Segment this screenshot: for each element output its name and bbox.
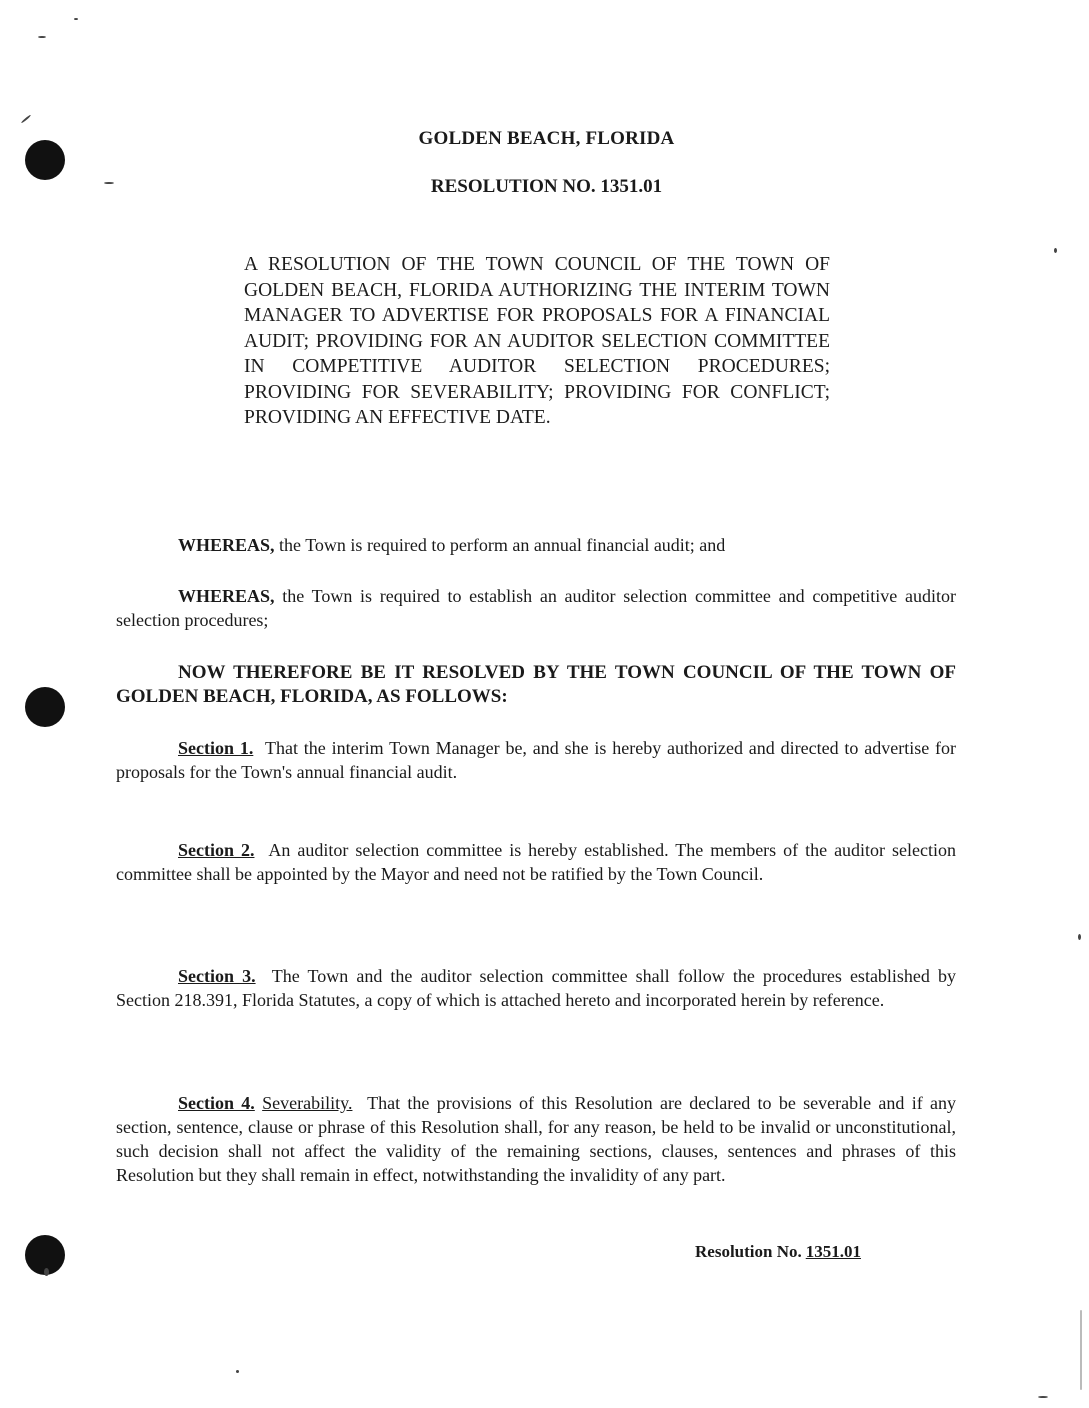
section-heading: Section 3. [178,966,256,986]
section-1 [116,736,956,784]
section-text: An auditor selection committee is hereby established. The members of the auditor selection committee shall be appointed by the Mayor and need not be ratified by the Town Council. [116,840,956,884]
section-heading: Section 4. [178,1093,255,1113]
scan-speck [236,1370,239,1373]
footer-resolution-number [695,1242,867,1262]
whereas-lead: WHEREAS, [178,586,275,606]
whereas-clause-2 [116,584,956,632]
punch-hole-middle [25,687,65,727]
section-3 [116,964,956,1012]
document-location: GOLDEN BEACH, FLORIDA [418,128,675,149]
section-4 [116,1091,956,1187]
whereas-lead: WHEREAS, [178,535,275,555]
section-text: The Town and the auditor selection committee shall follow the procedures established by Section 218.391, Florida Statutes, a copy of which is attached hereto and incorporated herein by reference. [116,966,957,1010]
footer-number: 1351.01 [805,1242,861,1261]
scan-speck [44,1268,49,1276]
footer-label: Resolution No. [695,1242,802,1261]
resolution-title: RESOLUTION NO. 1351.01 [430,176,663,197]
whereas-text: the Town is required to perform an annual financial audit; and [274,535,726,555]
whereas-text: the Town is required to establish an auditor selection committee and competitive auditor selection procedures; [116,586,956,630]
scan-speck [1080,1310,1082,1390]
scan-speck [38,36,46,38]
scan-speck [1078,934,1081,940]
section-text: That the interim Town Manager be, and she is hereby authorized and directed to advertise for proposals for the Town's annual financial audit. [116,738,957,782]
resolved-text: NOW THEREFORE BE IT RESOLVED BY THE TOWN COUNCIL OF THE TOWN OF GOLDEN BEACH, FLORIDA, AS FOLLOWS: [116,662,956,707]
section-2 [116,838,956,886]
section-heading: Section 1. [178,738,254,758]
section-heading: Section 2. [178,840,255,860]
whereas-clause-1 [116,533,956,557]
scan-speck [1038,1396,1048,1398]
scan-speck [21,114,31,123]
resolution-caption: A RESOLUTION OF THE TOWN COUNCIL OF THE TOWN OF GOLDEN BEACH, FLORIDA AUTHORIZING THE INTERIM TOWN MANAGER TO ADVERTISE FOR PROPOSALS FOR A FINANCIAL AUDIT; PROVIDING FOR AN AUDITOR SELECTION COMMITTEE IN COMPETITIVE AUDITOR SELECTION PROCEDURES; PROVIDING FOR SEVERABILITY; PROVIDING FOR CONFLICT; PROVIDING AN EFFECTIVE DATE. [244,254,830,428]
scan-speck [74,18,78,20]
resolved-clause [116,661,956,709]
scan-speck [1054,248,1057,253]
section-subheading: Severability. [262,1093,353,1113]
section-text: That the provisions of this Resolution are declared to be severable and if any section, sentence, clause or phrase of this Resolution shall, for any reason, be held to be invalid or unconstitutional, such decision shall not affect the validity of the remaining sections, clauses, sentences and phrases of this Resolution but they shall remain in effect, notwithstanding the invalidity of any part. [116,1093,957,1185]
